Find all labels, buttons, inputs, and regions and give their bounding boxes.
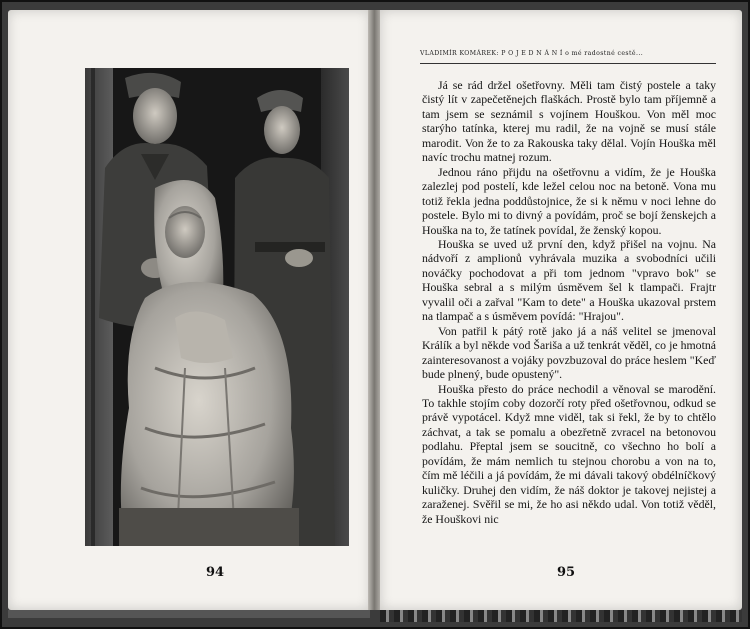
paragraph: Houška se uved už první den, když přišel na vojnu. Na nádvoří z amplionů vyhrávala muzika a svobodníci učili nováčky pochodovat a při tom jednom "vpravo bok" se Houška sebral a s milým úsměvem šel k tlampači. Frajtr vyvalil oči a zařval "Kam to dete" a Houška ukazoval prstem na tlampač a s úsměvem povídá: "Hrajou". — [422, 236, 716, 324]
paragraph: Já se rád držel ošetřovny. Měli tam čistý postele a taky čistý lít v zapečetěnejch flaškách. Prostě bylo tam příjemně a tam jsem se seznámil s vojínem Houškou. Von měl moc starýho tatínka, kterej mu radil, že na vojně se musí stále marodit. Von že to za Rakouska taky dělal. Vojín Houška měl navíc trochu matnej rozum. — [422, 78, 716, 165]
photograph — [85, 68, 349, 546]
photo-illustration — [85, 68, 349, 546]
running-head-title: P O J E D N Á N Í — [501, 50, 563, 57]
paragraph: Houška přesto do práce nechodil a věnoval se marodění. To takhle stojím coby dozorčí roty před ošetřovnou, odkud se právě vypotácel. Když mne viděl, tak si řekl, že by to chtělo záchvat, a tak se pomalu a obezřetně zvracel na betonovou podlahu. Přeptal jsem se soucitně, co všechno ho bolí a povídám, že mám nemlich tu stejnou chorobu a von na to, čím mě léčili a já povídám, že mi dávali takový obdélníčkový kuličky. Druhej den vidím, že náš doktor je takovej nejistej a zaraženej. Svěřil se mi, že ho asi někdo udal. Von totiž věděl, že Houškovi nic — [422, 381, 716, 526]
running-head-author: VLADIMÍR KOMÁREK: — [420, 50, 499, 57]
left-page — [8, 10, 370, 610]
paragraph: Jednou ráno přijdu na ošetřovnu a vidím, že je Houška zalezlej pod postelí, kde ležel celou noc na betoně. Vona mu totiž řekla jedna poddůstojnice, že si k němu v noci lehne do postele. Bylo mi to divný a povídám, proč se bojí ženskejch a Houška na to, že tatínek povídal, že ženský kopou. — [422, 164, 716, 237]
running-head — [420, 50, 720, 57]
page-number-right: 95 — [557, 565, 576, 580]
page-edge-right — [380, 610, 742, 622]
paragraph: Von patřil k pátý rotě jako já a náš velitel se jmenoval Králík a byl někde vod Šariša a už tenkrát věděl, co je hmotná zainteresovanost a vojáky povzbuzoval do práce heslem "Keď bude plnený, bude opustený". — [422, 323, 716, 382]
running-head-subtitle: o mé radostné cestě... — [565, 50, 644, 57]
page-edge-left — [8, 610, 370, 618]
running-head-rule — [420, 63, 716, 64]
right-page — [380, 10, 742, 610]
page-number-left: 94 — [206, 565, 225, 580]
body-text — [422, 78, 716, 526]
